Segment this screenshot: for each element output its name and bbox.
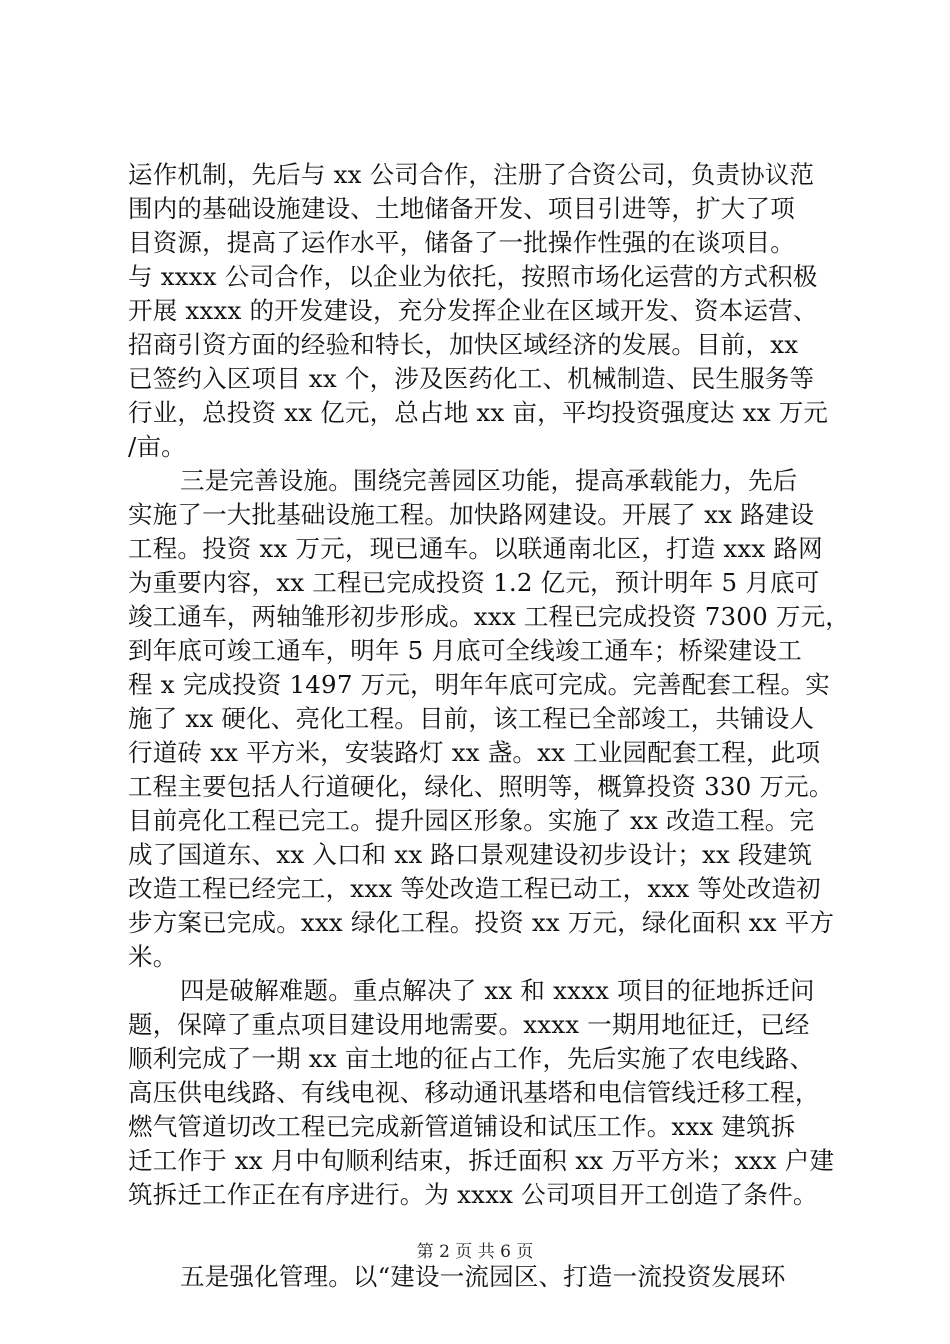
text-line: 题，保障了重点项目建设用地需要。xxxx 一期用地征迁，已经 xyxy=(128,1010,810,1039)
text-line: 围内的基础设施建设、土地储备开发、项目引进等，扩大了项 xyxy=(128,194,795,223)
paragraph-start-line: 五是强化管理。以“建设一流园区、打造一流投资发展环 xyxy=(180,1262,786,1291)
text-line: 与 xxxx 公司合作，以企业为依托，按照市场化运营的方式积极 xyxy=(128,262,818,291)
text-line: 到年底可竣工通车，明年 5 月底可全线竣工通车；桥梁建设工 xyxy=(128,636,802,665)
text-line: 步方案已完成。xxx 绿化工程。投资 xx 万元，绿化面积 xx 平方 xyxy=(128,908,835,937)
text-line: 迁工作于 xx 月中旬顺利结束，拆迁面积 xx 万平方米；xxx 户建 xyxy=(128,1146,835,1175)
text-line: 成了国道东、xx 入口和 xx 路口景观建设初步设计；xx 段建筑 xyxy=(128,840,813,869)
text-line: 为重要内容，xx 工程已完成投资 1.2 亿元，预计明年 5 月底可 xyxy=(128,568,820,597)
paragraph-start-line: 四是破解难题。重点解决了 xx 和 xxxx 项目的征地拆迁问 xyxy=(180,976,815,1005)
text-line: /亩。 xyxy=(128,432,186,461)
paragraph-start-line: 三是完善设施。围绕完善园区功能，提高承载能力，先后 xyxy=(180,466,798,495)
text-line: 燃气管道切改工程已完成新管道铺设和试压工作。xxx 建筑拆 xyxy=(128,1112,796,1141)
text-line: 工程。投资 xx 万元，现已通车。以联通南北区，打造 xxx 路网 xyxy=(128,534,823,563)
text-line: 筑拆迁工作正在有序进行。为 xxxx 公司项目开工创造了条件。 xyxy=(128,1180,818,1209)
text-line: 目前亮化工程已完工。提升园区形象。实施了 xx 改造工程。完 xyxy=(128,806,815,835)
text-line: 工程主要包括人行道硬化，绿化、照明等，概算投资 330 万元。 xyxy=(128,772,834,801)
text-line: 程 x 完成投资 1497 万元，明年年底可完成。完善配套工程。实 xyxy=(128,670,830,699)
text-line: 施了 xx 硬化、亮化工程。目前，该工程已全部竣工，共铺设人 xyxy=(128,704,815,733)
document-body xyxy=(128,158,850,1294)
text-line: 行业，总投资 xx 亿元，总占地 xx 亩，平均投资强度达 xx 万元 xyxy=(128,398,829,427)
text-line: 运作机制，先后与 xx 公司合作，注册了合资公司，负责协议范 xyxy=(128,160,815,189)
text-line: 开展 xxxx 的开发建设，充分发挥企业在区域开发、资本运营、 xyxy=(128,296,818,325)
text-line: 已签约入区项目 xx 个，涉及医药化工、机械制造、民生服务等 xyxy=(128,364,815,393)
text-line: 目资源，提高了运作水平，储备了一批操作性强的在谈项目。 xyxy=(128,228,795,257)
text-line: 改造工程已经完工，xxx 等处改造工程已动工，xxx 等处改造初 xyxy=(128,874,821,903)
text-line: 实施了一大批基础设施工程。加快路网建设。开展了 xx 路建设 xyxy=(128,500,815,529)
text-line: 高压供电线路、有线电视、移动通讯基塔和电信管线迁移工程， xyxy=(128,1078,820,1107)
text-line: 米。 xyxy=(128,942,178,971)
text-line: 行道砖 xx 平方米，安装路灯 xx 盏。xx 工业园配套工程，此项 xyxy=(128,738,821,767)
text-line: 竣工通车，两轴雏形初步形成。xxx 工程已完成投资 7300 万元， xyxy=(128,602,850,631)
text-line: 顺利完成了一期 xx 亩土地的征占工作，先后实施了农电线路、 xyxy=(128,1044,815,1073)
page-number-footer: 第 2 页 共 6 页 xyxy=(416,1242,534,1262)
text-line: 招商引资方面的经验和特长，加快区域经济的发展。目前，xx xyxy=(128,330,799,359)
